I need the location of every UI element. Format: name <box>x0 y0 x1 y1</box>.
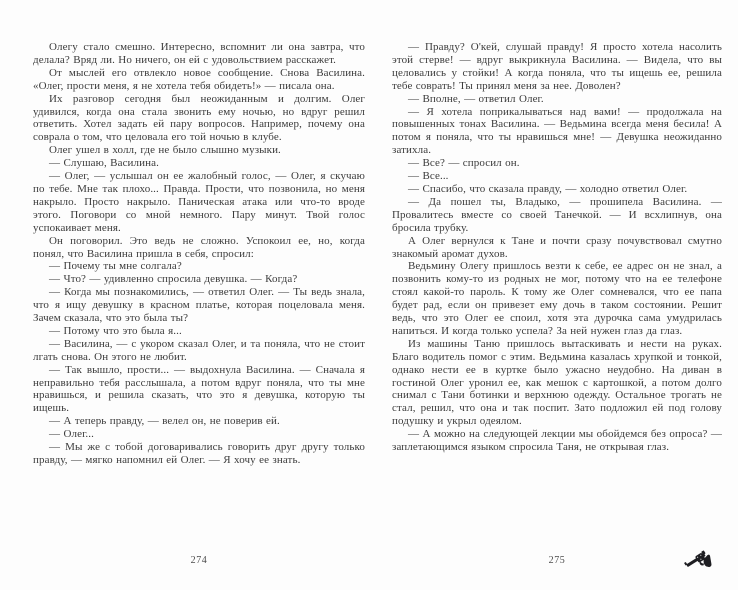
paragraph: — Почему ты мне солгала? <box>49 260 182 273</box>
revolver-icon <box>683 545 717 577</box>
paragraph: — Что? — удивленно спросила девушка. — Когда? <box>49 273 298 286</box>
page-left-text <box>33 41 365 467</box>
paragraph: — Василина, — с укором сказал Олег, и та поняла, что не стоит лгать снова. Он этого не любит. <box>33 337 365 363</box>
paragraph: — Вполне, — ответил Олег. <box>408 92 544 105</box>
paragraph: — Я хотела поприкалываться над вами! — продолжала на повышенных тонах Василина. — Ведьмина всегда меня бесила! А потом я поняла, что ты нравишься мне! — Девушка неожиданно затихла. <box>392 105 722 157</box>
paragraph: — Потому что это была я... <box>49 324 182 337</box>
paragraph: — Все... <box>408 170 449 183</box>
paragraph: Олег ушел в холл, где не было слышно музыки. <box>49 144 281 157</box>
paragraph: — Мы же с тобой договаривались говорить друг другу только правду, — мягко напомнил ей Олег. — Я хочу ее знать. <box>33 441 365 466</box>
paragraph: От мыслей его отвлекло новое сообщение. Снова Василина. «Олег, прости меня, я не хотела тебя обидеть!» — писала она. <box>33 66 365 92</box>
page-left <box>33 0 365 590</box>
paragraph: А Олег вернулся к Тане и почти сразу почувствовал смутно знакомый аромат духов. <box>392 234 722 260</box>
paragraph: — А можно на следующей лекции мы обойдемся без опроса? — заплетающимся языком спросила Таня, не открывая глаз. <box>392 428 722 454</box>
paragraph: — Олег... <box>49 428 94 441</box>
paragraph: — Все? — спросил он. <box>408 157 520 170</box>
paragraph: — Да пошел ты, Владыко, — прошипела Василина. — Провалитесь вместе со своей Танечкой. — И всхлипнув, она бросила трубку. <box>392 195 722 234</box>
paragraph: — Правду? О'кей, слушай правду! Я просто хотела насолить этой стерве! — вдруг выкрикнула Василина. — Видела, что вы целовались у стойки! А когда поняла, что ты ищешь ее, решила тебе соврать! Ты принял меня за нее. Доволен? <box>392 41 722 92</box>
paragraph: Ведьмину Олегу пришлось везти к себе, ее адрес он не знал, а позвонить кому-то из родных не мог, потому что на ее телефоне стоял какой-то пароль. К тому же Олег сомневался, что ее папа будет рад, если он привезет ему дочь в таком состоянии. Решит ведь, что это Олег ее споил, хотя эта дурочка сама умудрилась напиться. И когда только успела? За ней нужен глаз да глаз. <box>392 260 722 337</box>
paragraph: — Спасибо, что сказала правду, — холодно ответил Олег. <box>408 182 688 195</box>
paragraph: Олегу стало смешно. Интересно, вспомнит ли она завтра, что делала? Вряд ли. Но ничего, он ей с удовольствием расскажет. <box>33 41 365 66</box>
paragraph: Их разговор сегодня был неожиданным и долгим. Олег удивился, когда она стала звонить ему ночью, но вдруг решил ответить. Хотел задать ей пару вопросов. Например, почему она соврала о том, что целовала его той ночью в клубе. <box>33 92 365 144</box>
page-right-text <box>392 41 722 454</box>
paragraph: — Когда мы познакомились, — ответил Олег. — Ты ведь знала, что я ищу девушку в красном платье, которая поцеловала меня. Зачем сказала, что это была ты? <box>33 286 365 325</box>
paragraph: — Слушаю, Василина. <box>49 157 159 170</box>
paragraph: Из машины Таню пришлось вытаскивать и нести на руках. Благо водитель помог с этим. Ведьмина казалась хрупкой и тонкой, однако нести ее в куртке было ужасно неудобно. На диван в гостиной Олег уронил ее, как мешок с картошкой, а потом долго снимал с Тани ботинки и верхнюю одежду. Остальное трогать не стал, решил, что она и так поспит. Зато подложил ей под голову подушку и укрыл одеялом. <box>392 337 722 428</box>
page-right <box>392 0 722 590</box>
paragraph: Он поговорил. Это ведь не сложно. Успокоил ее, но, когда понял, что Василина пришла в себя, спросил: <box>33 234 365 260</box>
paragraph: — А теперь правду, — велел он, не поверив ей. <box>49 415 280 428</box>
page-number-left: 274 <box>190 555 208 566</box>
paragraph: — Так вышло, прости... — выдохнула Василина. — Сначала я неправильно тебя расслышала, а потом вдруг поняла, что ты мне нравишься, и решила сказать, что это я девушка, которую ты ищешь. <box>33 363 365 415</box>
paragraph: — Олег, — услышал он ее жалобный голос, — Олег, я скучаю по тебе. Мне так плохо... Правда. Прости, что позвонила, но меня накрыло. Просто накрыло. Паническая атака или что-то вроде этого. Поговори со мной немного. Пару минут. Твой голос успокаивает меня. <box>33 170 365 234</box>
page-number-right: 275 <box>548 555 566 566</box>
